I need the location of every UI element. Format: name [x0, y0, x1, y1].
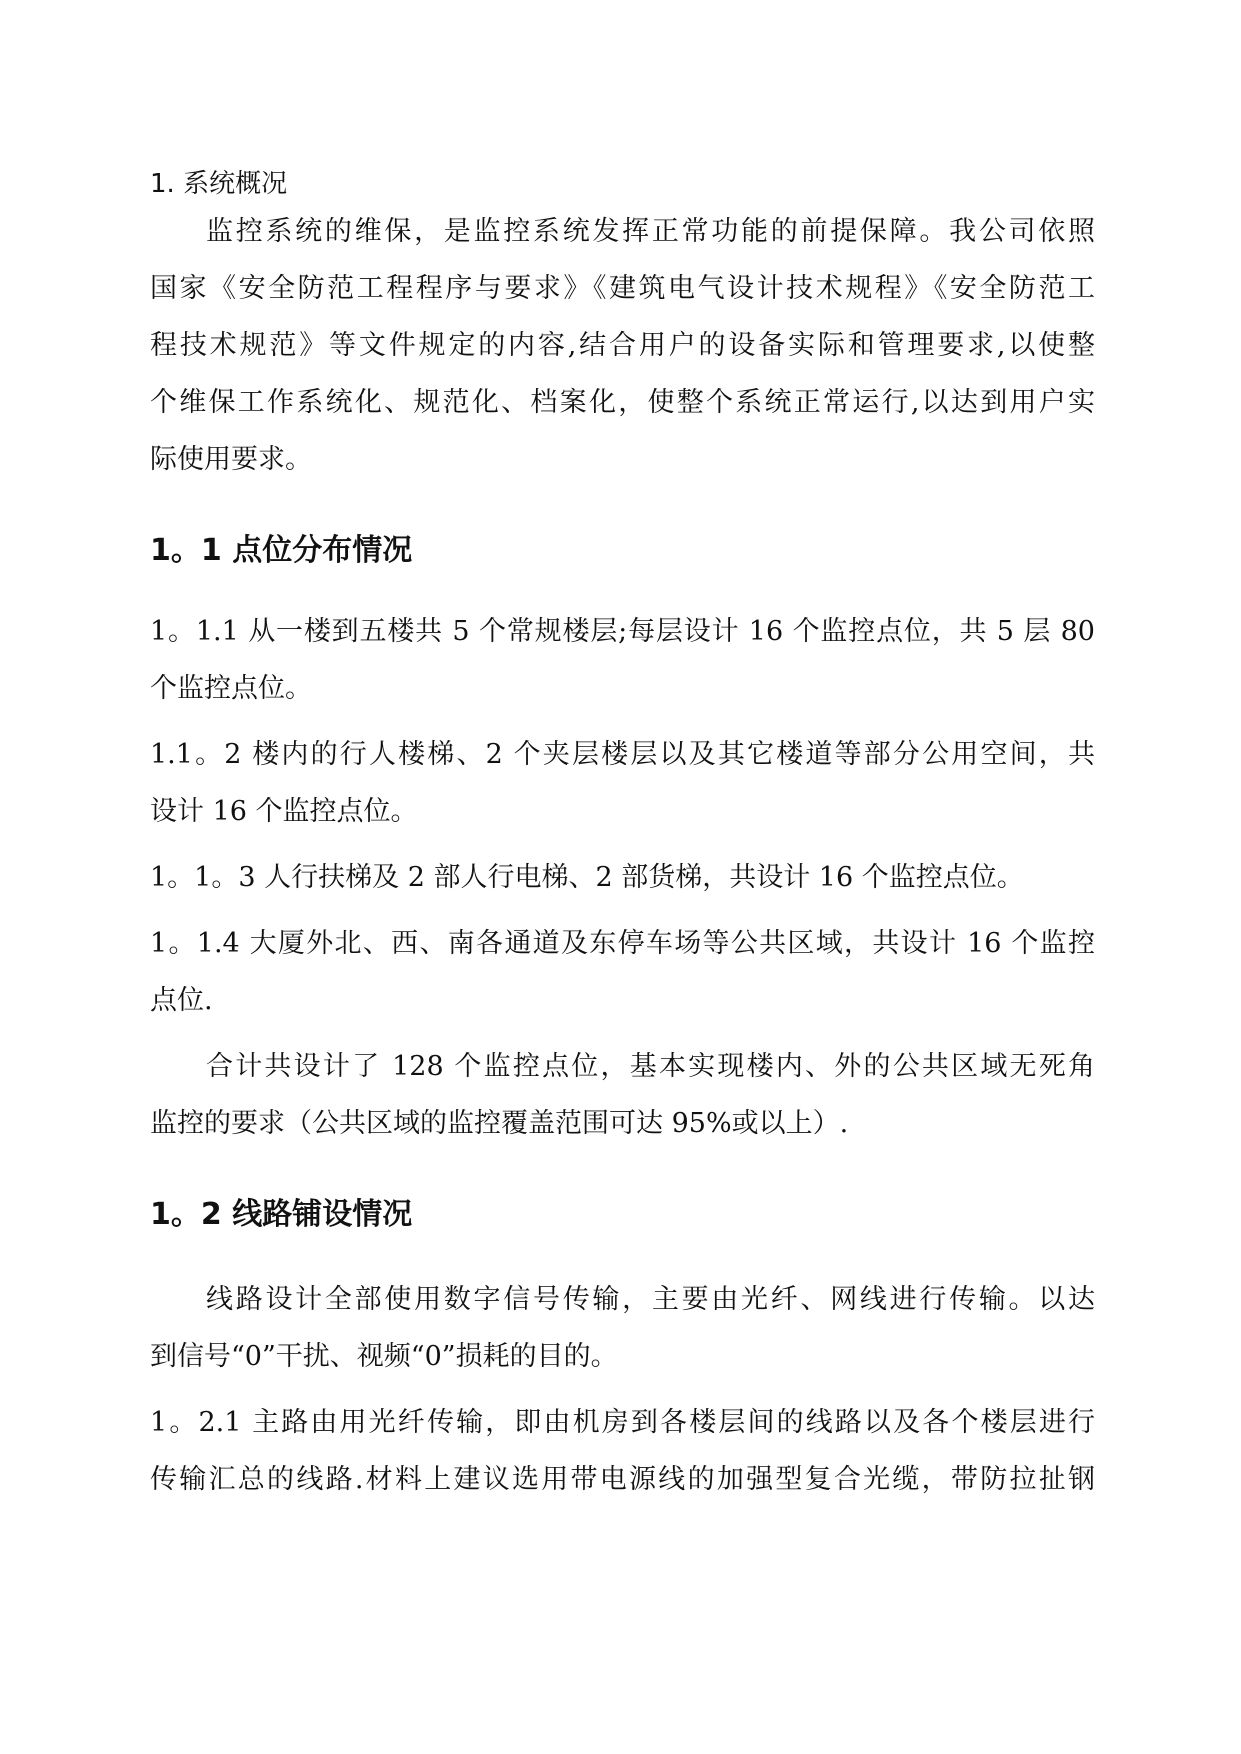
section-heading-system-overview: 1. 系统概况 — [150, 169, 288, 199]
list-item-line: 1.1。2 楼内的行人楼梯、2 个夹层楼层以及其它楼道等部分公用空间，共 — [150, 739, 1095, 770]
list-item-line: 点位. — [150, 985, 213, 1016]
paragraph-line: 国家《安全防范工程程序与要求》《建筑电气设计技术规程》《安全防范工 — [150, 273, 1095, 304]
list-item-line: 1。1。3 人行扶梯及 2 部人行电梯、2 部货梯，共设计 16 个监控点位。 — [150, 862, 1024, 893]
summary-line: 监控的要求（公共区域的监控覆盖范围可达 95%或以上）. — [150, 1108, 849, 1139]
summary-line: 合计共设计了 128 个监控点位，基本实现楼内、外的公共区域无死角 — [206, 1051, 1095, 1082]
list-item-line: 1。2.1 主路由用光纤传输，即由机房到各楼层间的线路以及各个楼层进行 — [150, 1407, 1095, 1438]
section-heading-point-distribution: 1。1 点位分布情况 — [150, 533, 413, 568]
paragraph-line: 际使用要求。 — [150, 444, 312, 475]
list-item-line: 1。1.4 大厦外北、西、南各通道及东停车场等公共区域，共设计 16 个监控 — [150, 928, 1095, 959]
list-item-line: 1。1.1 从一楼到五楼共 5 个常规楼层;每层设计 16 个监控点位，共 5 层 80 — [150, 616, 1095, 647]
paragraph-line: 监控系统的维保，是监控系统发挥正常功能的前提保障。我公司依照 — [206, 216, 1095, 247]
paragraph-line: 到信号“0”干扰、视频“0”损耗的目的。 — [150, 1341, 618, 1372]
section-heading-cabling: 1。2 线路铺设情况 — [150, 1197, 413, 1232]
list-item-line: 传输汇总的线路.材料上建议选用带电源线的加强型复合光缆，带防拉扯钢 — [150, 1464, 1095, 1495]
list-item-line: 设计 16 个监控点位。 — [150, 796, 418, 827]
document-page — [150, 0, 1095, 1754]
paragraph-line: 个维保工作系统化、规范化、档案化，使整个系统正常运行,以达到用户实 — [150, 387, 1095, 418]
paragraph-line: 线路设计全部使用数字信号传输，主要由光纤、网线进行传输。以达 — [206, 1284, 1095, 1315]
list-item-line: 个监控点位。 — [150, 673, 312, 704]
paragraph-line: 程技术规范》等文件规定的内容,结合用户的设备实际和管理要求,以使整 — [150, 330, 1095, 361]
